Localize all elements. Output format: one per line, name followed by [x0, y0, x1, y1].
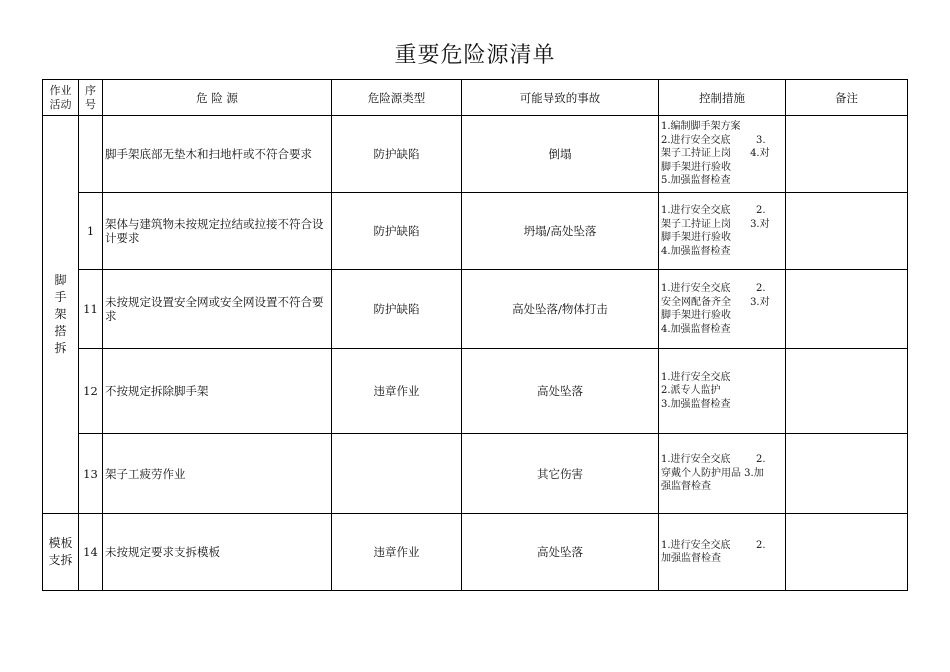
type-cell — [332, 434, 462, 514]
source-cell: 架体与建筑物未按规定拉结或拉接不符合设计要求 — [103, 193, 332, 270]
seq-cell: 11 — [79, 270, 103, 349]
activity-label: 脚手架搭拆 — [54, 273, 67, 355]
remarks-cell — [786, 116, 908, 193]
table-row — [43, 514, 908, 591]
control-line: 脚手架进行验收 — [661, 232, 731, 243]
seq-cell: 1 — [79, 193, 103, 270]
control-line: 4.加强监督检查 — [661, 245, 731, 257]
remarks-cell — [786, 434, 908, 514]
source-cell: 未按规定设置安全网或安全网设置不符合要求 — [103, 270, 332, 349]
type-cell: 违章作业 — [332, 514, 462, 591]
seq-cell — [79, 116, 103, 193]
header-type: 危险源类型 — [332, 80, 462, 116]
control-cell — [659, 514, 786, 591]
activity-cell — [43, 116, 79, 514]
table-row — [43, 349, 908, 434]
header-source: 危 险 源 — [103, 80, 332, 116]
control-cell — [659, 434, 786, 514]
control-line: 架子工持证上岗 4.对 — [661, 148, 770, 160]
accident-cell: 其它伤害 — [462, 434, 659, 514]
control-line: 1.编制脚手架方案 — [661, 121, 741, 133]
accident-cell: 高处坠落 — [462, 514, 659, 591]
accident-cell: 高处坠落 — [462, 349, 659, 434]
control-line: 5.加强监督检查 — [661, 175, 731, 187]
type-cell: 防护缺陷 — [332, 116, 462, 193]
seq-cell: 12 — [79, 349, 103, 434]
control-line: 安全网配备齐全 3.对 — [661, 296, 770, 308]
accident-cell: 倒塌 — [462, 116, 659, 193]
control-line: 穿戴个人防护用品 3.加 — [661, 467, 764, 479]
accident-cell: 坍塌/高处坠落 — [462, 193, 659, 270]
table-row — [43, 270, 908, 349]
activity-label: 模板支拆 — [48, 536, 73, 567]
remarks-cell — [786, 349, 908, 434]
control-line: 强监督检查 — [661, 481, 711, 493]
control-line: 1.进行安全交底 2. — [661, 539, 766, 551]
header-activity: 作业活动 — [43, 80, 79, 116]
hazard-table — [42, 79, 908, 591]
control-line: 1.进行安全交底 2. — [661, 283, 766, 294]
table-row — [43, 193, 908, 270]
source-cell: 不按规定拆除脚手架 — [103, 349, 332, 434]
control-line: 3.加强监督检查 — [661, 398, 731, 410]
header-control: 控制措施 — [659, 80, 786, 116]
source-cell: 架子工疲劳作业 — [103, 434, 332, 514]
source-cell: 脚手架底部无垫木和扫地杆或不符合要求 — [103, 116, 332, 193]
accident-cell: 高处坠落/物体打击 — [462, 270, 659, 349]
control-line: 1.进行安全交底 2. — [661, 205, 766, 216]
control-line: 加强监督检查 — [661, 553, 721, 564]
table-row — [43, 434, 908, 514]
remarks-cell — [786, 270, 908, 349]
control-line: 2.进行安全交底 3. — [661, 134, 766, 146]
control-cell — [659, 116, 786, 193]
control-cell — [659, 193, 786, 270]
seq-cell: 13 — [79, 434, 103, 514]
control-line: 4.加强监督检查 — [661, 323, 731, 335]
seq-cell: 14 — [79, 514, 103, 591]
activity-cell — [43, 514, 79, 591]
type-cell: 违章作业 — [332, 349, 462, 434]
remarks-cell — [786, 193, 908, 270]
control-cell — [659, 349, 786, 434]
header-remarks: 备注 — [786, 80, 908, 116]
control-line: 脚手架进行验收 — [661, 310, 731, 321]
source-cell: 未按规定要求支拆模板 — [103, 514, 332, 591]
type-cell: 防护缺陷 — [332, 193, 462, 270]
type-cell: 防护缺陷 — [332, 270, 462, 349]
control-cell — [659, 270, 786, 349]
control-line: 1.进行安全交底 — [661, 371, 731, 383]
header-seq: 序号 — [79, 80, 103, 116]
table-row — [43, 116, 908, 193]
header-row — [43, 80, 908, 116]
page-title: 重要危险源清单 — [394, 43, 556, 68]
remarks-cell — [786, 514, 908, 591]
header-accident: 可能导致的事故 — [462, 80, 659, 116]
control-line: 1.进行安全交底 2. — [661, 454, 766, 466]
control-line: 架子工持证上岗 3.对 — [661, 218, 770, 230]
control-line: 脚手架进行验收 — [661, 161, 731, 173]
control-line: 2.派专人监护 — [661, 385, 721, 397]
